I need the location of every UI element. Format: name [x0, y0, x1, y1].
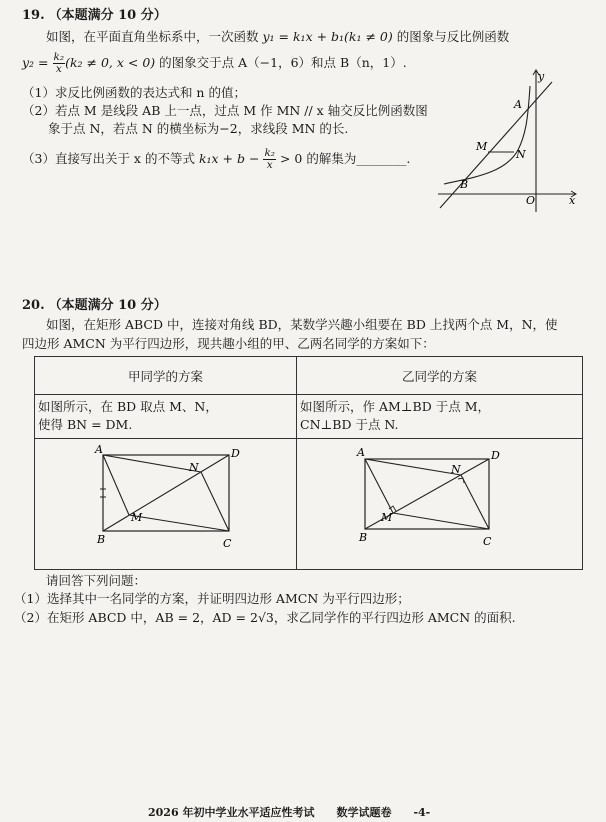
q19-part3-numerator: k₂: [264, 147, 276, 159]
label-c: C: [223, 537, 232, 550]
q19-linear-function: y₁ = k₁x + b₁(k₁ ≠ 0): [262, 29, 393, 44]
q19-inverse-numerator: k₂: [53, 51, 65, 63]
q19-intro-line1: [46, 28, 509, 46]
segment-mc: [129, 515, 229, 531]
q19-inverse-condition: (k₂ ≠ 0, x < 0): [65, 55, 156, 70]
label-origin: O: [526, 194, 536, 207]
q19-intro-text: 如图，在平面直角坐标系中，一次函数: [46, 29, 263, 44]
q19-part3: [22, 148, 410, 171]
q20-score: （本题满分 10 分）: [48, 298, 167, 313]
figure-jia: [35, 439, 296, 565]
q19-inverse-fraction: [53, 52, 66, 75]
segment-am: [365, 459, 393, 513]
right-angle-mark: [458, 478, 464, 483]
q19-inverse-denominator: x: [55, 63, 62, 75]
table-header-jia: 甲同学的方案: [35, 357, 297, 395]
q20-scheme-table: [34, 356, 583, 570]
label-point-a: A: [514, 98, 522, 111]
table-desc-yi-line2: CN⊥BD 于点 N.: [300, 417, 399, 432]
q20-intro-line2: 四边形 AMCN 为平行四边形，现共趣小组的甲、乙两名同学的方案如下：: [22, 336, 435, 351]
page-footer: 2026 年初中学业水平适应性考试 数学试题卷 -4-: [148, 806, 431, 819]
q19-intro-text-c: 的图象交于点 A（−1，6）和点 B（n，1）.: [155, 55, 407, 70]
table-desc-jia: [35, 395, 297, 439]
q19-part3-text-b: > 0 的解集为: [276, 151, 357, 166]
segment-an: [365, 459, 461, 475]
q19-score: （本题满分 10 分）: [48, 8, 167, 23]
q19-answer-blank: ________: [356, 151, 407, 166]
q19-part3-expression: k₁x + b −: [198, 151, 260, 166]
q19-intro-text-b: 的图象与反比例函数: [392, 29, 510, 44]
segment-mc: [393, 513, 489, 529]
label-n: N: [451, 463, 461, 476]
label-m: M: [131, 511, 143, 524]
linear-function-line: [440, 82, 552, 208]
label-d: D: [231, 447, 240, 460]
segment-nc: [461, 475, 489, 529]
label-b: B: [97, 533, 106, 546]
table-desc-jia-line2: 使得 BN = DM.: [38, 417, 133, 432]
q20-part1: （1）选择其中一名同学的方案，并证明四边形 AMCN 为平行四边形；: [14, 591, 410, 606]
table-figure-yi: [297, 439, 583, 570]
q19-part2-line1: （2）若点 M 是线段 AB 上一点，过点 M 作 MN // x 轴交反比例函数图: [22, 103, 428, 118]
segment-am: [103, 455, 129, 515]
label-n: N: [189, 461, 199, 474]
segment-nc: [201, 472, 229, 531]
figure-yi: [297, 439, 582, 565]
label-x: x: [569, 194, 576, 207]
q19-part3-denominator: x: [266, 159, 273, 171]
q20-part2: （2）在矩形 ABCD 中，AB = 2，AD = 2√3，求乙同学作的平行四边形 AMCN 的面积.: [14, 610, 516, 625]
segment-an: [103, 455, 201, 472]
q20-number: 20.: [22, 298, 45, 313]
q19-inverse-lhs: y₂ =: [22, 55, 49, 70]
q20-intro-line1: 如图，在矩形 ABCD 中，连接对角线 BD，某数学兴趣小组要在 BD 上找两个点 M，N，使: [46, 317, 558, 332]
q19-intro-line2: [22, 52, 407, 75]
label-point-m: M: [476, 140, 488, 153]
q19-part2-line2: 象于点 N，若点 N 的横坐标为−2，求线段 MN 的长.: [48, 121, 349, 136]
label-d: D: [491, 449, 500, 462]
label-m: M: [381, 511, 393, 524]
q20-answer-prompt: 请回答下列问题：: [46, 573, 147, 588]
label-a: A: [357, 446, 365, 459]
q19-part3-text: （3）直接写出关于 x 的不等式: [22, 151, 199, 166]
q19-function-graph: [430, 66, 580, 216]
table-figure-jia: [35, 439, 297, 570]
table-desc-yi-line1: 如图所示，作 AM⊥BD 于点 M，: [300, 399, 491, 414]
table-desc-jia-line1: 如图所示，在 BD 取点 M、N，: [38, 399, 218, 414]
label-y: y: [538, 70, 545, 83]
q19-part1: （1）求反比例函数的表达式和 n 的值；: [22, 85, 246, 100]
table-desc-yi: [297, 395, 583, 439]
q20-heading: [22, 296, 167, 315]
label-c: C: [483, 535, 492, 548]
label-b: B: [359, 531, 368, 544]
table-header-yi: 乙同学的方案: [297, 357, 583, 395]
label-a: A: [95, 443, 103, 456]
label-point-n: N: [516, 148, 526, 161]
q19-part3-end: .: [406, 151, 411, 166]
label-point-b: B: [460, 178, 469, 191]
q19-heading: [22, 6, 167, 25]
q19-part3-fraction: [263, 148, 276, 171]
q19-number: 19.: [22, 8, 45, 23]
